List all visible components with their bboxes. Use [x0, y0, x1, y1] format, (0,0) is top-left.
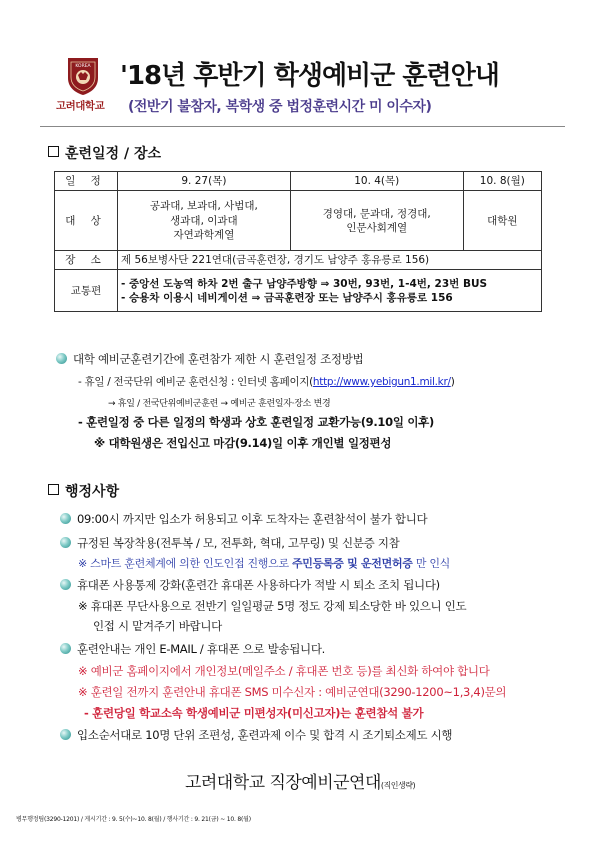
- admin-item: 훈련안내는 개인 E-MAIL / 휴대폰 으로 발송됩니다.: [60, 641, 325, 657]
- table-row: [55, 191, 542, 251]
- section-heading-schedule: 훈련일정 / 장소: [48, 143, 161, 163]
- admin-item: 입소순서대로 10명 단위 조편성, 훈련과제 이수 및 합격 시 조기퇴소제도 시행: [60, 727, 452, 743]
- checkbox-square-icon: [48, 146, 59, 157]
- apply-line: - 휴일 / 전국단위 예비군 훈련신청 : 인터넷 홈페이지(http://www.yebigun1.mil.kr/): [78, 376, 455, 388]
- exchange-note: - 훈련일정 중 다른 일정의 학생과 상호 훈련일정 교환가능(9.10일 이후): [78, 415, 434, 429]
- university-name: 고려대학교: [56, 100, 105, 112]
- table-row: [55, 172, 542, 191]
- page-title: '18년 후반기 학생예비군 훈련안내: [120, 61, 499, 91]
- korea-university-logo: [66, 56, 100, 96]
- table-row: [55, 270, 542, 312]
- transport-label: 교통편: [55, 270, 118, 312]
- table-row: [55, 251, 542, 270]
- section-heading-admin: 행정사항: [48, 481, 119, 501]
- date-label: 일 정: [55, 172, 118, 191]
- issuer-signature: 고려대학교 직장예비군연대(직인생략): [184, 773, 416, 793]
- bullet-icon: [60, 729, 71, 740]
- place-cell: 제 56보병사단 221연대(금곡훈련장, 경기도 남양주 홍유릉로 156): [118, 251, 542, 270]
- bullet-icon: [60, 579, 71, 590]
- phone-note: ※ 휴대폰 무단사용으로 전반기 일일평균 5명 정도 강제 퇴소당한 바 있으니 인도: [78, 599, 467, 613]
- apply-path: → 휴일 / 전국단위예비군훈련 → 예비군 훈련일자·장소 변경: [108, 399, 331, 409]
- page-subtitle: (전반기 불참자, 복학생 중 법정훈련시간 미 이수자): [128, 99, 432, 115]
- bullet-icon: [60, 643, 71, 654]
- notice-red-note: ※ 예비군 홈페이지에서 개인정보(메일주소 / 휴대폰 번호 등)를 최신화 하여야 합니다: [78, 664, 490, 678]
- yebigun-link[interactable]: http://www.yebigun1.mil.kr/: [312, 376, 451, 388]
- phone-note: 인접 시 맡겨주기 바랍니다: [93, 619, 222, 633]
- transport-cell: - 중앙선 도농역 하차 2번 출구 남양주방향 ⇒ 30번, 93번, 1-4번, 23번 BUS - 승용차 이용시 네비게이션 ⇒ 금곡훈련장 또는 남양주시 홍유릉로 156: [118, 270, 542, 312]
- target-label: 대 상: [55, 191, 118, 251]
- notice-red-note: ※ 훈련일 전까지 훈련안내 휴대폰 SMS 미수신자 : 예비군연대(3290-1200~1,3,4)문의: [78, 685, 507, 699]
- target-cell: 공과대, 보과대, 사범대, 생과대, 이과대 자연과학계열: [118, 191, 291, 251]
- smart-note: ※ 스마트 훈련체계에 의한 인도인접 진행으로 주민등록증 및 운전면허증 만 인식: [78, 557, 450, 570]
- schedule-table: [54, 171, 542, 312]
- grad-note: ※ 대학원생은 전입신고 마감(9.14)일 이후 개인별 일정편성: [94, 436, 392, 450]
- admin-item: 규정된 복장착용(전투복 / 모, 전투화, 혁대, 고무링) 및 신분증 지참: [60, 535, 399, 551]
- admin-item: 09:00시 까지만 입소가 허용되고 이후 도착자는 훈련참석이 불가 합니다: [60, 511, 427, 527]
- date-cell: 10. 4(목): [290, 172, 463, 191]
- bullet-icon: [56, 353, 67, 364]
- bullet-icon: [60, 537, 71, 548]
- notice-red-note: - 훈련당일 학교소속 학생예비군 미편성자(미신고자)는 훈련참석 불가: [84, 706, 424, 720]
- header-divider: [40, 126, 565, 127]
- target-cell: 경영대, 문과대, 정경대, 인문사회계열: [290, 191, 463, 251]
- bullet-icon: [60, 513, 71, 524]
- checkbox-square-icon: [48, 484, 59, 495]
- place-label: 장 소: [55, 251, 118, 270]
- schedule-adjust-note: 대학 예비군훈련기간에 훈련참가 제한 시 훈련일정 조정방법: [56, 351, 363, 367]
- date-cell: 9. 27(목): [118, 172, 291, 191]
- posting-info: 병무행정팀(3290-1201) / 게시기간 : 9. 5(수)~10. 8(월) / 행사기간 : 9. 21(금) ~ 10. 8(월): [16, 816, 251, 823]
- target-cell: 대학원: [463, 191, 541, 251]
- svg-text:KOREA: KOREA: [75, 64, 91, 69]
- admin-item: 휴대폰 사용통제 강화(훈련간 휴대폰 사용하다가 적발 시 퇴소 조치 됩니다): [60, 577, 440, 593]
- date-cell: 10. 8(월): [463, 172, 541, 191]
